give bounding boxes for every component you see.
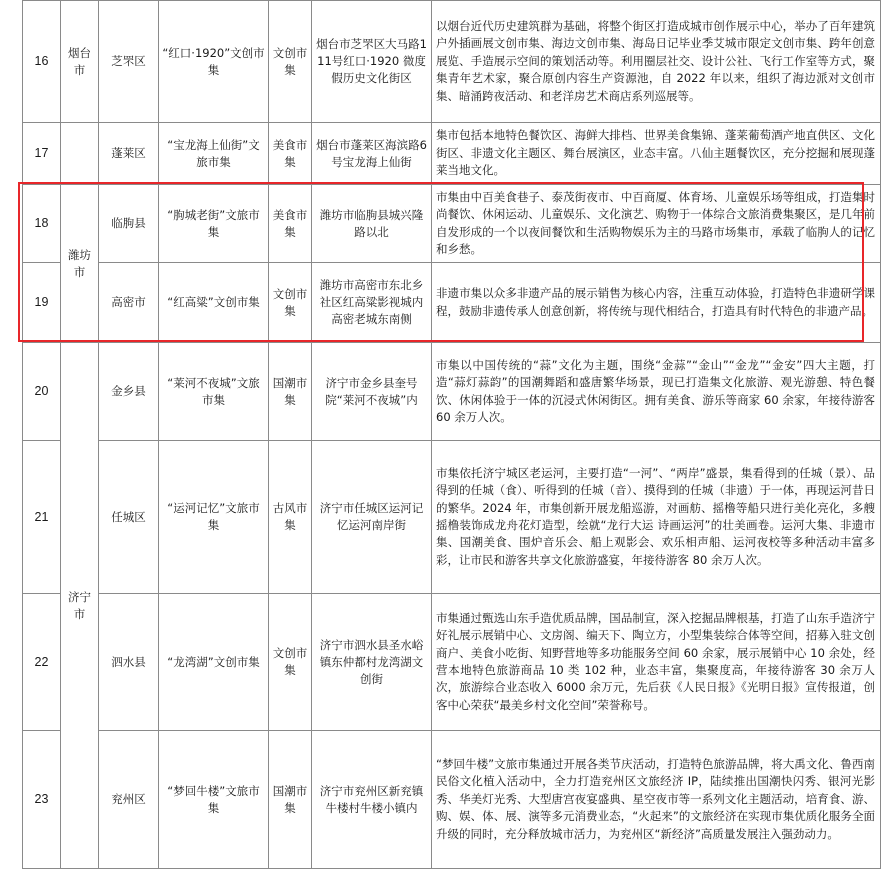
district-cell: 蓬莱区 bbox=[99, 123, 159, 185]
district-cell: 任城区 bbox=[99, 441, 159, 594]
row-number: 22 bbox=[23, 594, 61, 731]
description-cell: 市集依托济宁城区老运河，主要打造“一河”、“两岸”盛景，集看得到的任城（景）、品得到的任城（食）、听得到的任城（音）、摸得到的任城（非遗）于一体，再现运河昔日的繁华。2024 年，市集创新开展龙船巡游，对画舫、摇橹等船只进行美化亮化，多艘摇橹装饰成龙舟花灯造型，绘就“龙行大运 诗画运河”的壮美画卷。运河大集、非遗市集、国潮美食、围炉音乐会、船上观影会、欢乐相声船、运河夜校等多种活动丰富多彩，让市民和游客共享文化旅游盛宴，年接待游客 80 余万人次。 bbox=[432, 441, 881, 594]
market-type-cell: 文创市集 bbox=[269, 263, 312, 343]
table-row bbox=[23, 1, 881, 123]
district-cell: 临朐县 bbox=[99, 185, 159, 263]
row-number: 16 bbox=[23, 1, 61, 123]
market-name-cell: “朐城老街”文旅市集 bbox=[159, 185, 269, 263]
market-table bbox=[22, 0, 881, 869]
description-cell: 市集以中国传统的“蒜”文化为主题，围绕“金蒜”“金山”“金龙”“金安”四大主题，打造“蒜灯蒜韵”的国潮舞蹈和盛唐繁华场景，现已打造集文化旅游、观光游憩、特色餐饮、休闲体验于一体的沉浸式休闲街区。拥有美食、游乐等商家 60 余家，年接待游客 60 余万人次。 bbox=[432, 343, 881, 441]
table-row bbox=[23, 263, 881, 343]
district-cell: 芝罘区 bbox=[99, 1, 159, 123]
address-cell: 潍坊市高密市东北乡社区红高粱影视城内高密老城东南侧 bbox=[312, 263, 432, 343]
address-cell: 济宁市金乡县奎号院“莱河不夜城”内 bbox=[312, 343, 432, 441]
table-row bbox=[23, 123, 881, 185]
market-name-cell: “梦回牛楼”文旅市集 bbox=[159, 731, 269, 869]
market-name-cell: “红口·1920”文创市集 bbox=[159, 1, 269, 123]
market-name-cell: “运河记忆”文旅市集 bbox=[159, 441, 269, 594]
table-row bbox=[23, 343, 881, 441]
address-cell: 潍坊市临朐县城兴隆路以北 bbox=[312, 185, 432, 263]
row-number: 23 bbox=[23, 731, 61, 869]
address-cell: 烟台市蓬莱区海滨路6号宝龙海上仙街 bbox=[312, 123, 432, 185]
market-type-cell: 古风市集 bbox=[269, 441, 312, 594]
city-cell bbox=[61, 123, 99, 185]
address-cell: 济宁市兖州区新兖镇牛楼村牛楼小镇内 bbox=[312, 731, 432, 869]
description-cell: 市集由中百美食巷子、泰茂街夜市、中百商厦、体育场、儿童娱乐场等组成，打造集时尚餐饮、休闲运动、儿童娱乐、文化演艺、购物于一体综合文旅消费集聚区，是几年前自发形成的一个以夜间餐饮和生活购物娱乐为主的马路市场集市，承载了临朐人的记忆和乡愁。 bbox=[432, 185, 881, 263]
market-type-cell: 美食市集 bbox=[269, 185, 312, 263]
table-row bbox=[23, 731, 881, 869]
address-cell: 烟台市芝罘区大马路111号红口·1920 微度假历史文化街区 bbox=[312, 1, 432, 123]
address-cell: 济宁市泗水县圣水峪镇东仲都村龙湾湖文创街 bbox=[312, 594, 432, 731]
description-cell: “梦回牛楼”文旅市集通过开展各类节庆活动，打造特色旅游品牌，将大禹文化、鲁西南民俗文化植入活动中，全力打造兖州区文旅经济 IP，陆续推出国潮快闪秀、银河光影秀、华美灯光秀、大型唐宫夜宴盛典、星空夜市等一系列文化主题活动，培育食、游、购、娱、体、展、演等多元消费业态，“火起来”的文旅经济在实现市集优质化服务全面升级的同时，充分释放城市活力，为兖州区“新经济”高质量发展注入强劲动力。 bbox=[432, 731, 881, 869]
row-number: 21 bbox=[23, 441, 61, 594]
district-cell: 兖州区 bbox=[99, 731, 159, 869]
market-name-cell: “龙湾湖”文创市集 bbox=[159, 594, 269, 731]
market-name-cell: “红高粱”文创市集 bbox=[159, 263, 269, 343]
row-number: 18 bbox=[23, 185, 61, 263]
district-cell: 高密市 bbox=[99, 263, 159, 343]
address-cell: 济宁市任城区运河记忆运河南岸街 bbox=[312, 441, 432, 594]
market-type-cell: 文创市集 bbox=[269, 594, 312, 731]
row-number: 17 bbox=[23, 123, 61, 185]
row-number: 19 bbox=[23, 263, 61, 343]
market-type-cell: 美食市集 bbox=[269, 123, 312, 185]
description-cell: 非遗市集以众多非遗产品的展示销售为核心内容，注重互动体验，打造特色非遗研学课程，鼓励非遗传承人创意创新，将传统与现代相结合，打造具有时代特色的非遗产品。 bbox=[432, 263, 881, 343]
market-type-cell: 文创市集 bbox=[269, 1, 312, 123]
description-cell: 集市包括本地特色餐饮区、海鲜大排档、世界美食集锦、蓬莱葡萄酒产地直供区、文化街区、非遗文化主题区、舞台展演区，业态丰富。八仙主题餐饮区，充分挖掘和展现蓬莱当地文化。 bbox=[432, 123, 881, 185]
description-cell: 市集通过甄选山东手造优质品牌，国品制宣，深入挖掘品牌根基，打造了山东手造济宁好礼展示展销中心、文房阁、编天下、陶立方，小型集装综合体等空间，招募入驻文创商户、美食小吃街、知野营地等多功能服务空间 60 余家，展示展销中心 10 余处，经营本地特色旅游商品 10 类 102 种，业态丰富，集聚度高，年接待游客 30 余万人次，旅游综合业态收入 6000 余万元，先后获《人民日报》《光明日报》宣传报道，创客中心荣获“最美乡村文化空间”荣誉称号。 bbox=[432, 594, 881, 731]
table-row bbox=[23, 441, 881, 594]
city-cell: 烟台市 bbox=[61, 1, 99, 123]
market-name-cell: “宝龙海上仙街”文旅市集 bbox=[159, 123, 269, 185]
description-cell: 以烟台近代历史建筑群为基础，将整个街区打造成城市创作展示中心，举办了百年建筑户外插画展文创市集、海边文创市集、海岛日记毕业季艾城市限定文创市集、跨年创意展览、手造展示空间的策划活动等。利用圈层社交、设计公社、飞行工作室等方式，聚集青年艺术家，聚合原创内容生产资源池，自 2022 年以来，组织了海边派对文创市集、暗涌跨夜活动、和老洋房艺术商店系列巡展等。 bbox=[432, 1, 881, 123]
row-number: 20 bbox=[23, 343, 61, 441]
city-cell: 潍坊市 bbox=[61, 185, 99, 343]
district-cell: 金乡县 bbox=[99, 343, 159, 441]
market-type-cell: 国潮市集 bbox=[269, 343, 312, 441]
table-row bbox=[23, 185, 881, 263]
table-row bbox=[23, 594, 881, 731]
market-name-cell: “莱河不夜城”文旅市集 bbox=[159, 343, 269, 441]
market-type-cell: 国潮市集 bbox=[269, 731, 312, 869]
city-cell: 济宁市 bbox=[61, 343, 99, 869]
district-cell: 泗水县 bbox=[99, 594, 159, 731]
